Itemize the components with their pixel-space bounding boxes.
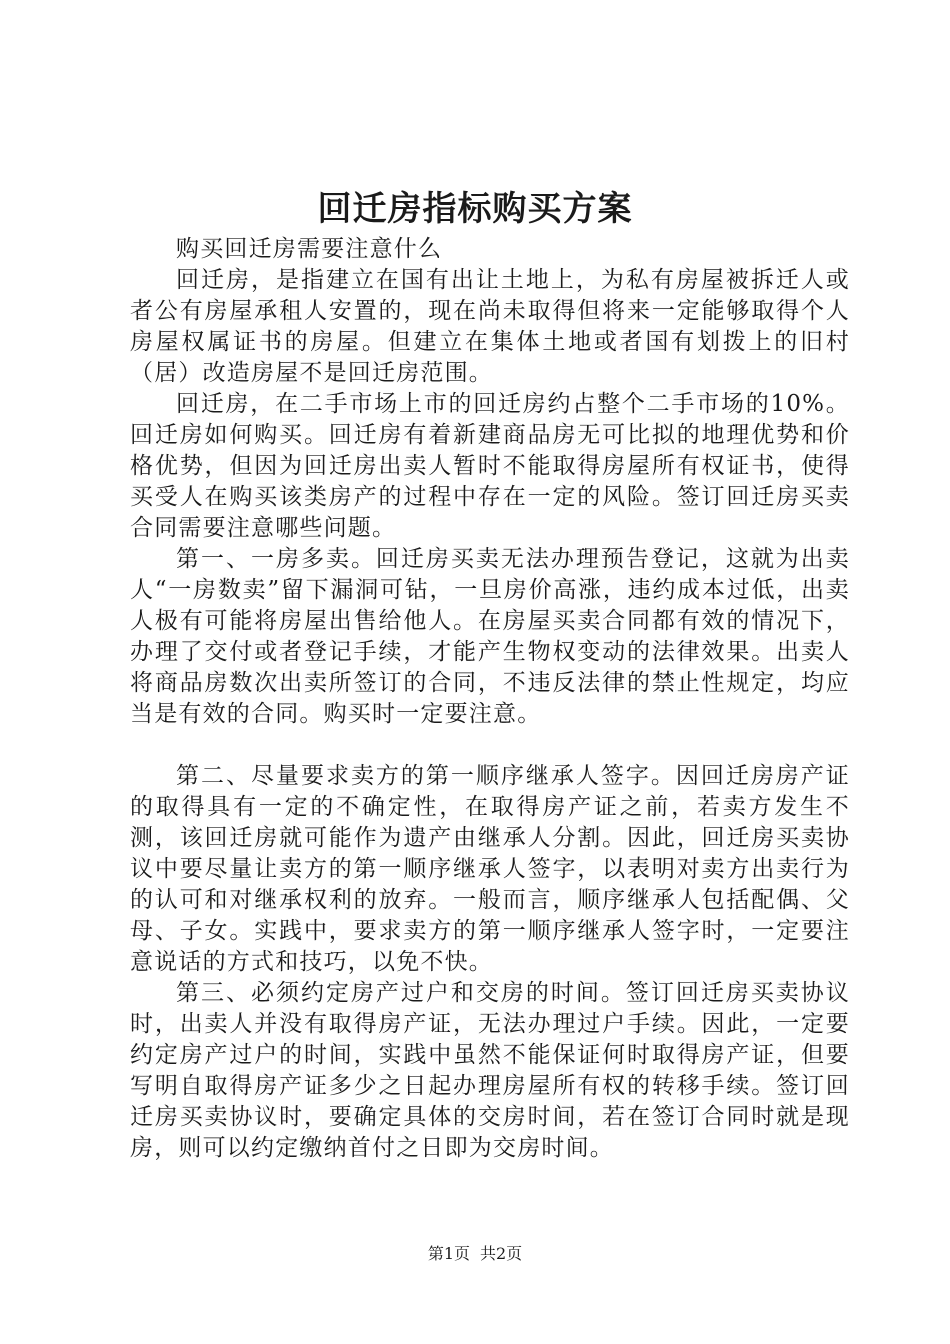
paragraph-market: 回迁房，在二手市场上市的回迁房约占整个二手市场的10%。回迁房如何购买。回迁房有着新建商品房无可比拟的地理优势和价格优势，但因为回迁房出卖人暂时不能取得房屋所有权证书，使得买受人在购买该类房产的过程中存在一定的风险。签订回迁房买卖合同需要注意哪些问题。 <box>130 391 850 541</box>
document-title: 回迁房指标购买方案 <box>317 189 633 229</box>
paragraph-definition: 回迁房，是指建立在国有出让土地上，为私有房屋被拆迁人或者公有房屋承租人安置的，现在尚未取得但将来一定能够取得个人房屋权属证书的房屋。但建立在集体土地或者国有划拨上的旧村（居）改造房屋不是回迁房范围。 <box>130 267 850 386</box>
document-body <box>130 234 850 1164</box>
paragraph-point-one: 第一、一房多卖。回迁房买卖无法办理预告登记，这就为出卖人“一房数卖”留下漏洞可钻，一旦房价高涨，违约成本过低，出卖人极有可能将房屋出售给他人。在房屋买卖合同都有效的情况下，办理了交付或者登记手续，才能产生物权变动的法律效果。出卖人将商品房数次出卖所签订的合同，不违反法律的禁止性规定，均应当是有效的合同。购买时一定要注意。 <box>130 546 850 727</box>
page-number: 第1页 <box>427 1244 470 1263</box>
paragraph-point-three: 第三、必须约定房产过户和交房的时间。签订回迁房买卖协议时，出卖人并没有取得房产证，无法办理过户手续。因此，一定要约定房产过户的时间，实践中虽然不能保证何时取得房产证，但要写明自取得房产证多少之日起办理房屋所有权的转移手续。签订回迁房买卖协议时，要确定具体的交房时间，若在签订合同时就是现房，则可以约定缴纳首付之日即为交房时间。 <box>130 980 850 1161</box>
paragraph-subtitle: 购买回迁房需要注意什么 <box>176 236 443 262</box>
paragraph-point-two: 第二、尽量要求卖方的第一顺序继承人签字。因回迁房房产证的取得具有一定的不确定性，在取得房产证之前，若卖方发生不测，该回迁房就可能作为遗产由继承人分割。因此，回迁房买卖协议中要尽量让卖方的第一顺序继承人签字，以表明对卖方出卖行为的认可和对继承权利的放弃。一般而言，顺序继承人包括配偶、父母、子女。实践中，要求卖方的第一顺序继承人签字时，一定要注意说话的方式和技巧，以免不快。 <box>130 763 850 975</box>
page-total: 共2页 <box>480 1244 523 1263</box>
page-footer <box>0 1242 950 1266</box>
